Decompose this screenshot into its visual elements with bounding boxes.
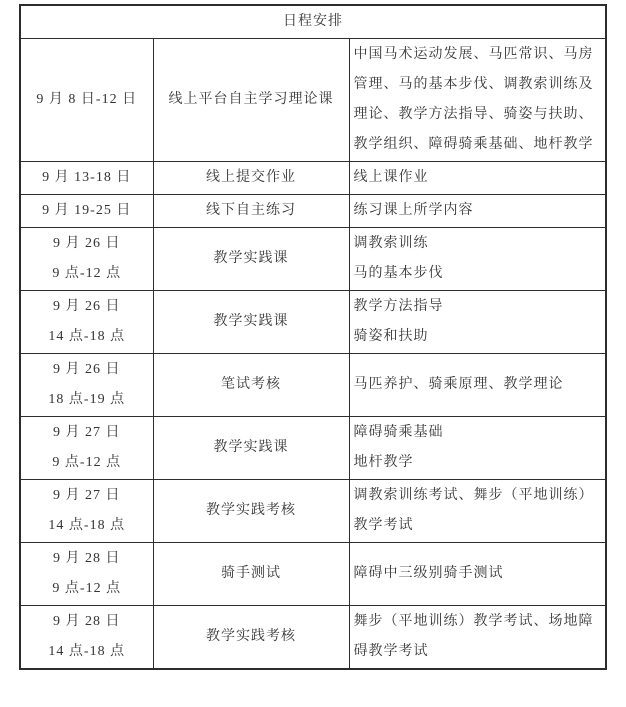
content-cell-line: 障碍骑乘基础 bbox=[353, 425, 444, 440]
date-cell-line: 14 点-18 点 bbox=[48, 329, 126, 344]
date-cell-line: 9 月 28 日 bbox=[53, 614, 121, 629]
content-cell-line: 骑姿和扶助 bbox=[353, 329, 429, 344]
activity-cell-line: 教学实践考核 bbox=[206, 503, 296, 518]
table-row bbox=[20, 354, 606, 417]
content-cell bbox=[349, 354, 606, 417]
activity-cell bbox=[153, 228, 349, 291]
activity-cell-line: 线上提交作业 bbox=[206, 170, 296, 185]
activity-cell bbox=[153, 354, 349, 417]
table-row bbox=[20, 162, 606, 195]
content-cell-line: 调教索训练 bbox=[353, 236, 429, 251]
date-cell-line: 14 点-18 点 bbox=[48, 518, 126, 533]
date-cell-line: 9 月 8 日-12 日 bbox=[36, 92, 138, 107]
activity-cell-line: 教学实践考核 bbox=[206, 629, 296, 644]
schedule-table bbox=[19, 4, 607, 670]
table-row bbox=[20, 480, 606, 543]
date-cell-line: 9 月 28 日 bbox=[53, 551, 121, 566]
date-cell-line: 14 点-18 点 bbox=[48, 644, 126, 659]
table-title-row bbox=[20, 5, 606, 39]
table-row bbox=[20, 291, 606, 354]
activity-cell bbox=[153, 606, 349, 670]
activity-cell bbox=[153, 162, 349, 195]
table-row bbox=[20, 417, 606, 480]
content-cell bbox=[349, 39, 606, 162]
date-cell-line: 9 月 26 日 bbox=[53, 299, 121, 314]
date-cell-line: 9 月 27 日 bbox=[53, 425, 121, 440]
date-cell-line: 9 月 19-25 日 bbox=[42, 203, 132, 218]
date-cell bbox=[20, 417, 153, 480]
activity-cell-line: 骑手测试 bbox=[221, 566, 281, 581]
content-cell-line: 马的基本步伐 bbox=[353, 266, 444, 281]
content-cell-line: 线上课作业 bbox=[353, 170, 429, 185]
content-cell bbox=[349, 417, 606, 480]
activity-cell-line: 教学实践课 bbox=[213, 314, 289, 329]
content-cell-line: 练习课上所学内容 bbox=[353, 203, 474, 218]
content-cell-line: 调教索训练考试、舞步（平地训练）教学考试 bbox=[353, 488, 594, 533]
date-cell bbox=[20, 228, 153, 291]
table-title: 日程安排 bbox=[20, 5, 606, 39]
table-row bbox=[20, 228, 606, 291]
date-cell bbox=[20, 39, 153, 162]
content-cell-line: 马匹养护、骑乘原理、教学理论 bbox=[353, 377, 564, 392]
date-cell bbox=[20, 162, 153, 195]
date-cell bbox=[20, 480, 153, 543]
content-cell bbox=[349, 162, 606, 195]
date-cell bbox=[20, 195, 153, 228]
content-cell-line: 教学方法指导 bbox=[353, 299, 444, 314]
activity-cell bbox=[153, 543, 349, 606]
activity-cell bbox=[153, 39, 349, 162]
date-cell bbox=[20, 543, 153, 606]
date-cell-line: 9 点-12 点 bbox=[52, 266, 122, 281]
activity-cell bbox=[153, 480, 349, 543]
content-cell-line: 中国马术运动发展、马匹常识、马房管理、马的基本步伐、调教索训练及理论、教学方法指导、骑姿与扶助、教学组织、障碍骑乘基础、地杆教学 bbox=[353, 47, 594, 152]
date-cell-line: 9 月 26 日 bbox=[53, 362, 121, 377]
content-cell bbox=[349, 195, 606, 228]
content-cell bbox=[349, 606, 606, 670]
schedule-body bbox=[20, 39, 606, 670]
content-cell bbox=[349, 543, 606, 606]
content-cell bbox=[349, 480, 606, 543]
activity-cell bbox=[153, 291, 349, 354]
activity-cell-line: 教学实践课 bbox=[213, 251, 289, 266]
content-cell bbox=[349, 228, 606, 291]
table-row bbox=[20, 39, 606, 162]
content-cell-line: 地杆教学 bbox=[353, 455, 414, 470]
date-cell bbox=[20, 291, 153, 354]
date-cell bbox=[20, 354, 153, 417]
activity-cell bbox=[153, 417, 349, 480]
date-cell-line: 9 点-12 点 bbox=[52, 581, 122, 596]
activity-cell-line: 教学实践课 bbox=[213, 440, 289, 455]
date-cell-line: 9 月 13-18 日 bbox=[42, 170, 132, 185]
date-cell bbox=[20, 606, 153, 670]
activity-cell-line: 笔试考核 bbox=[221, 377, 281, 392]
content-cell bbox=[349, 291, 606, 354]
content-cell-line: 舞步（平地训练）教学考试、场地障碍教学考试 bbox=[353, 614, 594, 659]
activity-cell-line: 线下自主练习 bbox=[206, 203, 296, 218]
date-cell-line: 18 点-19 点 bbox=[48, 392, 126, 407]
date-cell-line: 9 月 27 日 bbox=[53, 488, 121, 503]
table-row bbox=[20, 606, 606, 670]
activity-cell-line: 线上平台自主学习理论课 bbox=[168, 92, 334, 107]
table-row bbox=[20, 195, 606, 228]
content-cell-line: 障碍中三级别骑手测试 bbox=[353, 566, 504, 581]
activity-cell bbox=[153, 195, 349, 228]
date-cell-line: 9 月 26 日 bbox=[53, 236, 121, 251]
table-row bbox=[20, 543, 606, 606]
date-cell-line: 9 点-12 点 bbox=[52, 455, 122, 470]
